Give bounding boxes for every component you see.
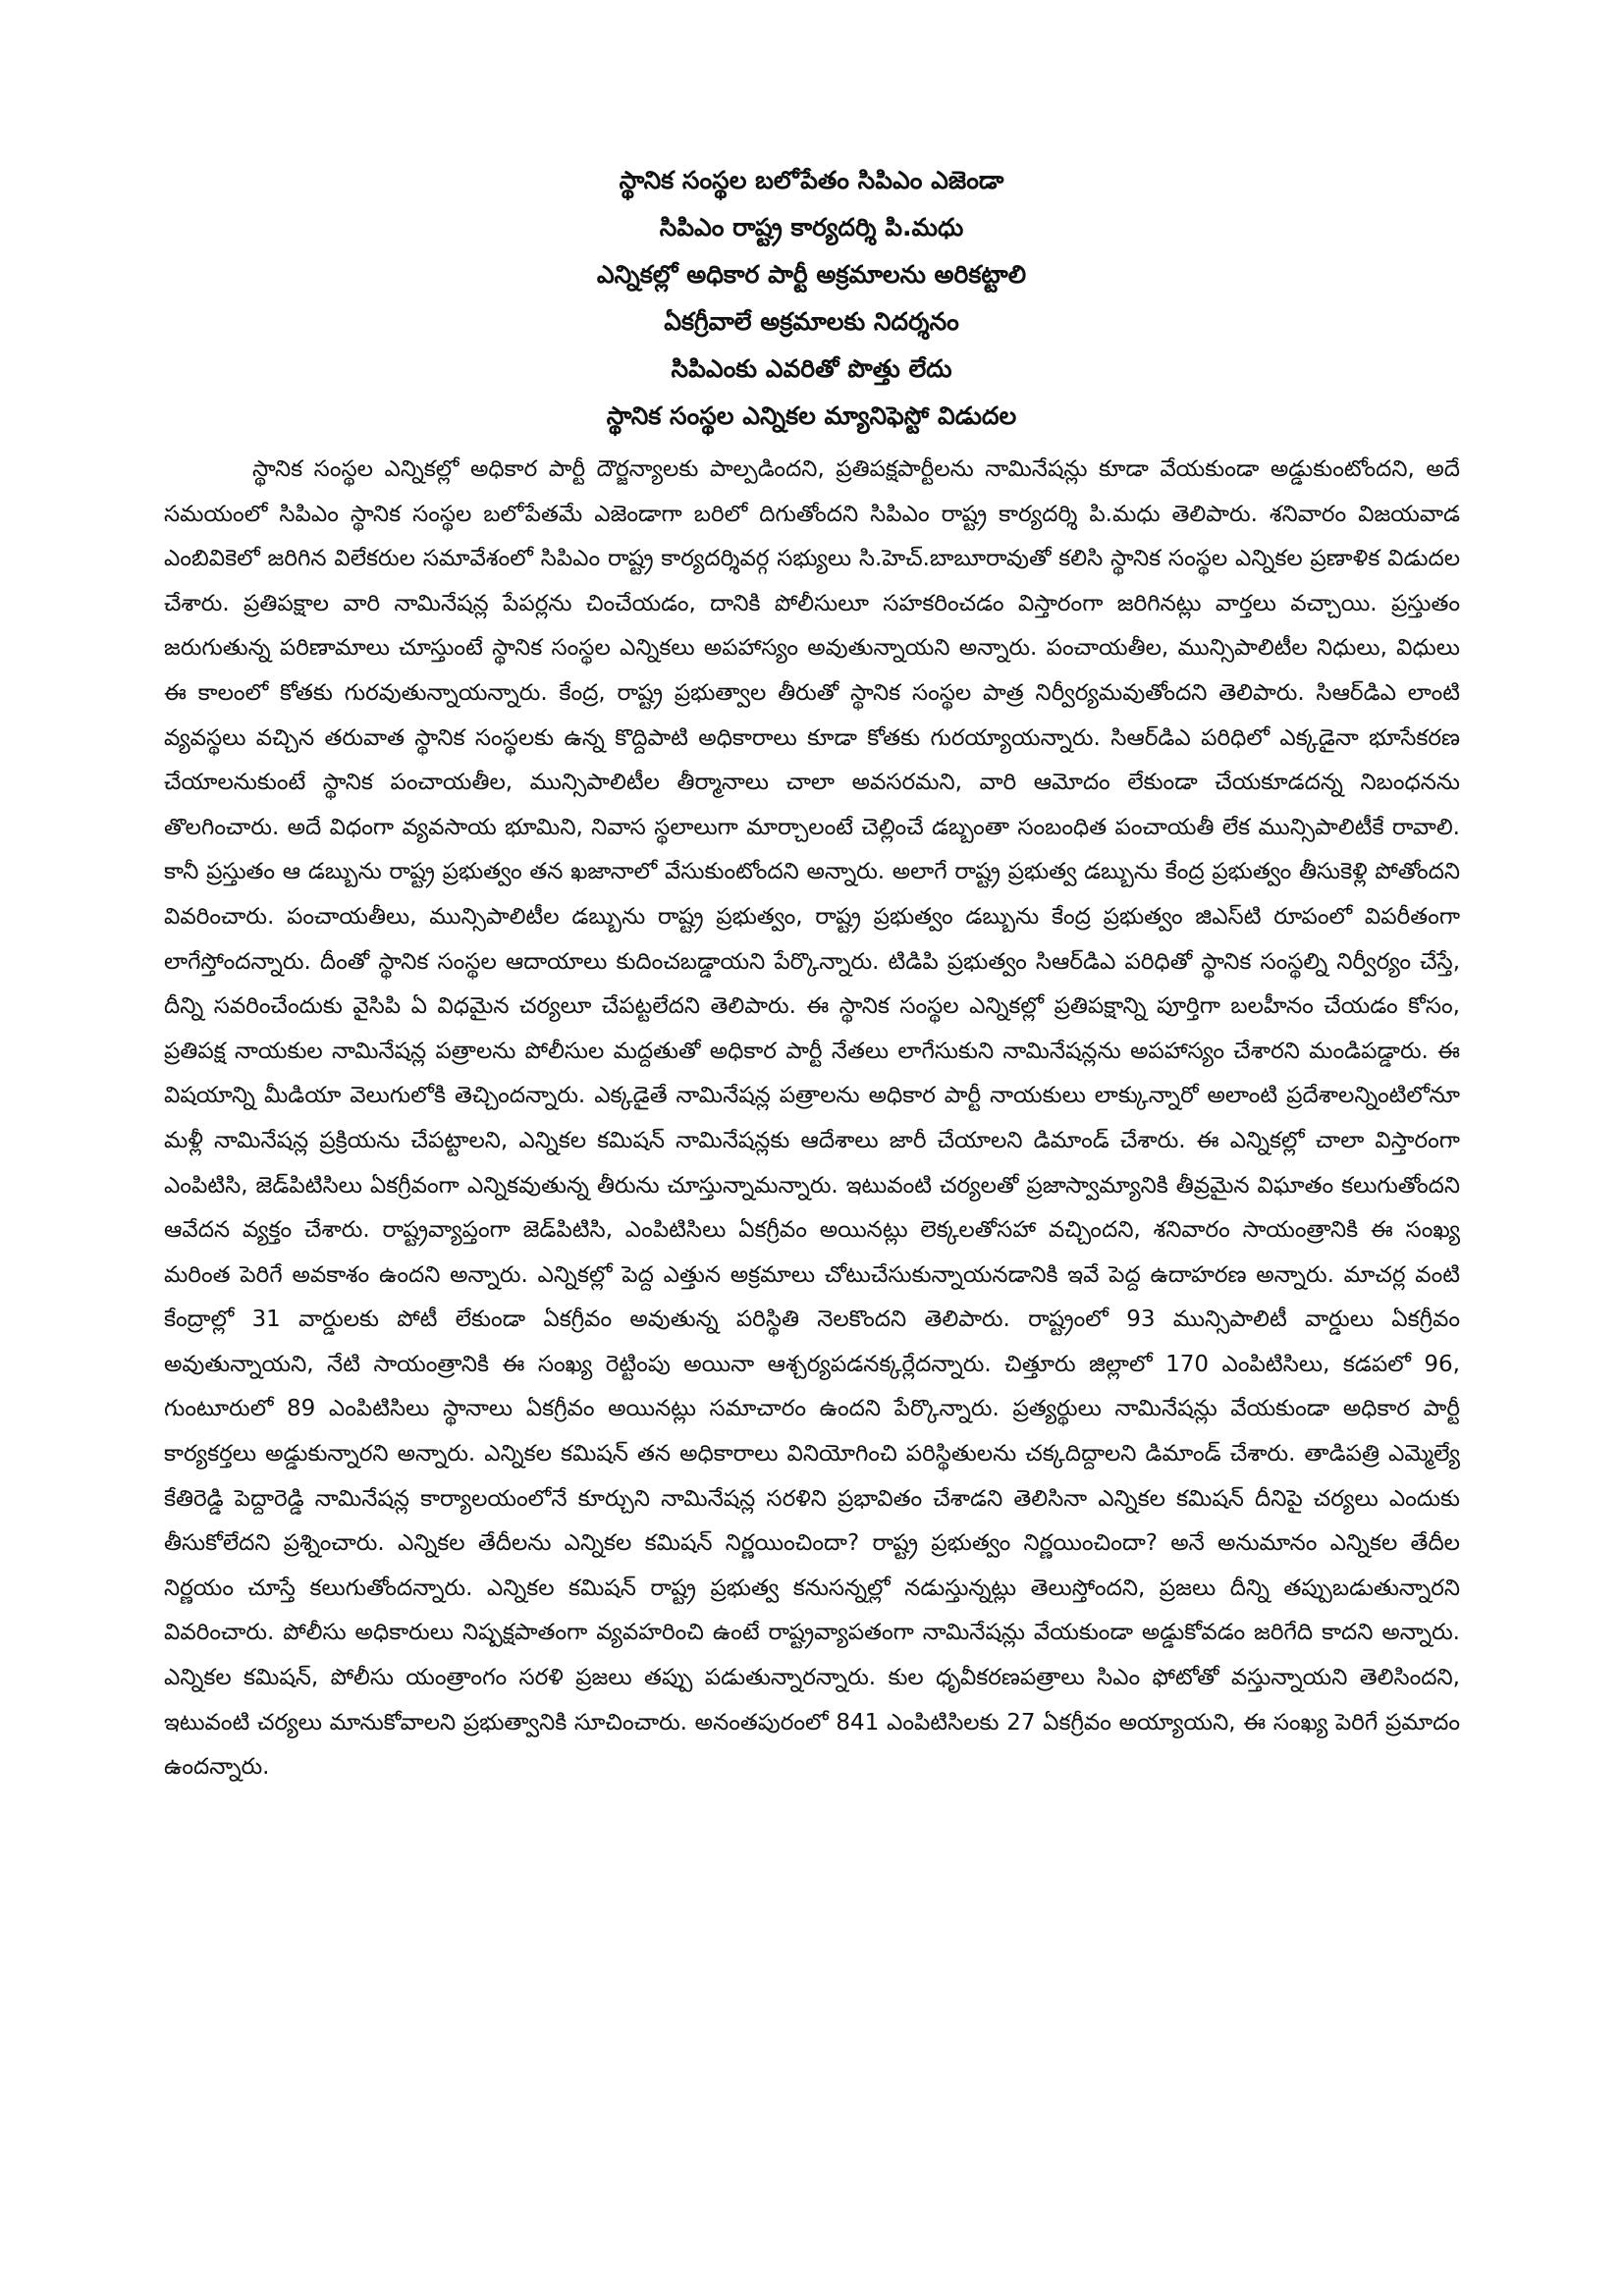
headline-4: ఏకగ్రీవాలే అక్రమాలకు నిదర్శనం (664, 307, 959, 336)
headline-1: స్థానిక సంస్థల బలోపేతం సిపిఎం ఎజెండా (619, 166, 1004, 194)
headline-6: స్థానిక సంస్థల ఎన్నికల మ్యానిఫెస్టో విడుదల (606, 401, 1017, 430)
headline-3: ఎన్నికల్లో అధికార పార్టీ అక్రమాలను అరికట్టాలి (596, 260, 1027, 289)
headline-5: సిపిఎంకు ఎవరితో పొత్తు లేదు (671, 354, 952, 383)
headline-2: సిపిఎం రాష్ట్ర కార్యదర్శి పి.మధు (659, 213, 964, 241)
article-body: స్థానిక సంస్థల ఎన్నికల్లో అధికార పార్టీ దౌర్జన్యాలకు పాల్పడిందని, ప్రతిపక్షపార్టీలను నామినేషన్లు కూడా వేయకుండా అడ్డుకుంటోందని, అదే సమయంలో సిపిఎం స్థానిక సంస్థల బలోపేతమే ఎజెండాగా బరిలో దిగుతోందని సిపిఎం రాష్ట్ర కార్యదర్శి పి.మధు తెలిపారు. శనివారం విజయవాడ ఎంబివికెలో జరిగిన విలేకరుల సమావేశంలో సిపిఎం రాష్ట్ర కార్యదర్శివర్గ సభ్యులు సి.హెచ్.బాబూరావుతో కలిసి స్థానిక సంస్థల ఎన్నికల ప్రణాళిక విడుదల చేశారు. ప్రతిపక్షాల వారి నామినేషన్ల పేపర్లను చించేయడం, దానికి పోలీసులూ సహకరించడం విస్తారంగా జరిగినట్లు వార్తలు వచ్చాయి. ప్రస్తుతం జరుగుతున్న పరిణామాలు చూస్తుంటే స్థానిక సంస్థల ఎన్నికలు అపహాస్యం అవుతున్నాయని అన్నారు. పంచాయతీల, మున్సిపాలిటీల నిధులు, విధులు ఈ కాలంలో కోతకు గురవుతున్నాయన్నారు. కేంద్ర, రాష్ట్ర ప్రభుత్వాల తీరుతో స్థానిక సంస్థల పాత్ర నిర్వీర్యమవుతోందని తెలిపారు. సిఆర్‌డిఎ లాంటి వ్యవస్థలు వచ్చిన తరువాత స్థానిక సంస్థలకు ఉన్న కొద్దిపాటి అధికారాలు కూడా కోతకు గురయ్యాయన్నారు. సిఆర్‌డిఎ పరిధిలో ఎక్కడైనా భూసేకరణ చేయాలనుకుంటే స్థానిక పంచాయతీల, మున్సిపాలిటీల తీర్మానాలు చాలా అవసరమని, వారి ఆమోదం లేకుండా చేయకూడదన్న నిబంధనను తొలగించారు. అదే విధంగా వ్యవసాయ భూమిని, నివాస స్థలాలుగా మార్చాలంటే చెల్లించే డబ్బంతా సంబంధిత పంచాయతీ లేక మున్సిపాలిటీకే రావాలి. కానీ ప్రస్తుతం ఆ డబ్బును రాష్ట్ర ప్రభుత్వం తన ఖజానాలో వేసుకుంటోందని అన్నారు. అలాగే రాష్ట్ర ప్రభుత్వ డబ్బును కేంద్ర ప్రభుత్వం తీసుకెళ్లి పోతోందని వివరించారు. పంచాయతీలు, మున్సిపాలిటీల డబ్బును రాష్ట్ర ప్రభుత్వం, రాష్ట్ర ప్రభుత్వం డబ్బును కేంద్ర ప్రభుత్వం జిఎస్‌టి రూపంలో విపరీతంగా లాగేస్తోందన్నారు. దీంతో స్థానిక సంస్థల ఆదాయాలు కుదించబడ్డాయని పేర్కొన్నారు. టిడిపి ప్రభుత్వం సిఆర్‌డిఎ పరిధితో స్థానిక సంస్థల్ని నిర్వీర్యం చేస్తే, దీన్ని సవరించేందుకు వైసిపి ఏ విధమైన చర్యలూ చేపట్టలేదని తెలిపారు. ఈ స్థానిక సంస్థల ఎన్నికల్లో ప్రతిపక్షాన్ని పూర్తిగా బలహీనం చేయడం కోసం, ప్రతిపక్ష నాయకుల నామినేషన్ల పత్రాలను పోలీసుల మద్దతుతో అధికార పార్టీ నేతలు లాగేసుకుని నామినేషన్లను అపహాస్యం చేశారని మండిపడ్డారు. ఈ విషయాన్ని మీడియా వెలుగులోకి తెచ్చిందన్నారు. ఎక్కడైతే నామినేషన్ల పత్రాలను అధికార పార్టీ నాయకులు లాక్కున్నారో అలాంటి ప్రదేశాలన్నింటిలోనూ మళ్లీ నామినేషన్ల ప్రక్రియను చేపట్టాలని, ఎన్నికల కమిషన్ నామినేషన్లకు ఆదేశాలు జారీ చేయాలని డిమాండ్ చేశారు. ఈ ఎన్నికల్లో చాలా విస్తారంగా ఎంపిటిసి, జెడ్‌పిటిసిలు ఏకగ్రీవంగా ఎన్నికవుతున్న తీరును చూస్తున్నామన్నారు. ఇటువంటి చర్యలతో ప్రజాస్వామ్యానికి తీవ్రమైన విఘాతం కలుగుతోందని ఆవేదన వ్యక్తం చేశారు. రాష్ట్రవ్యాప్తంగా జెడ్‌పిటిసి, ఎంపిటిసిలు ఏకగ్రీవం అయినట్లు లెక్కలతోసహా వచ్చిందని, శనివారం సాయంత్రానికి ఈ సంఖ్య మరింత పెరిగే అవకాశం ఉందని అన్నారు. ఎన్నికల్లో పెద్ద ఎత్తున అక్రమాలు చోటుచేసుకున్నాయనడానికి ఇవే పెద్ద ఉదాహరణ అన్నారు. మాచర్ల వంటి కేంద్రాల్లో 31 వార్డులకు పోటీ లేకుండా ఏకగ్రీవం అవుతున్న పరిస్థితి నెలకొందని తెలిపారు. రాష్ట్రంలో 93 మున్సిపాలిటీ వార్డులు ఏకగ్రీవం అవుతున్నాయని, నేటి సాయంత్రానికి ఈ సంఖ్య రెట్టింపు అయినా ఆశ్చర్యపడనక్కర్లేదన్నారు. చిత్తూరు జిల్లాలో 170 ఎంపిటిసిలు, కడపలో 96, గుంటూరులో 89 ఎంపిటిసిలు స్థానాలు ఏకగ్రీవం అయినట్లు సమాచారం ఉందని పేర్కొన్నారు. ప్రత్యర్థులు నామినేషన్లు వేయకుండా అధికార పార్టీ కార్యకర్తలు అడ్డుకున్నారని అన్నారు. ఎన్నికల కమిషన్ తన అధికారాలు వినియోగించి పరిస్థితులను చక్కదిద్దాలని డిమాండ్ చేశారు. తాడిపత్రి ఎమ్మెల్యే కేతిరెడ్డి పెద్దారెడ్డి నామినేషన్ల కార్యాలయంలోనే కూర్చుని నామినేషన్ల సరళిని ప్రభావితం చేశాడని తెలిసినా ఎన్నికల కమిషన్ దీనిపై చర్యలు ఎందుకు తీసుకోలేదని ప్రశ్నించారు. ఎన్నికల తేదీలను ఎన్నికల కమిషన్ నిర్ణయించిందా? రాష్ట్ర ప్రభుత్వం నిర్ణయించిందా? అనే అనుమానం ఎన్నికల తేదీల నిర్ణయం చూస్తే కలుగుతోందన్నారు. ఎన్నికల కమిషన్ రాష్ట్ర ప్రభుత్వ కనుసన్నల్లో నడుస్తున్నట్లు తెలుస్తోందని, ప్రజలు దీన్ని తప్పుబడుతున్నారని వివరించారు. పోలీసు అధికారులు నిష్పక్షపాతంగా వ్యవహరించి ఉంటే రాష్ట్రవ్యాపతంగా నామినేషన్లు వేయకుండా అడ్డుకోవడం జరిగేది కాదని అన్నారు. ఎన్నికల కమిషన్, పోలీసు యంత్రాంగం సరళి ప్రజలు తప్పు పడుతున్నారన్నారు. కుల ధృవీకరణపత్రాలు సిఎం ఫోటోతో వస్తున్నాయని తెలిసిందని, ఇటువంటి చర్యలు మానుకోవాలని ప్రభుత్వానికి సూచించారు. అనంతపురంలో 841 ఎంపిటిసిలకు 27 ఏకగ్రీవం అయ్యాయని, ఈ సంఖ్య పెరిగే ప్రమాదం ఉందన్నారు. (164, 456, 1460, 1781)
headline-block (0, 157, 1623, 440)
